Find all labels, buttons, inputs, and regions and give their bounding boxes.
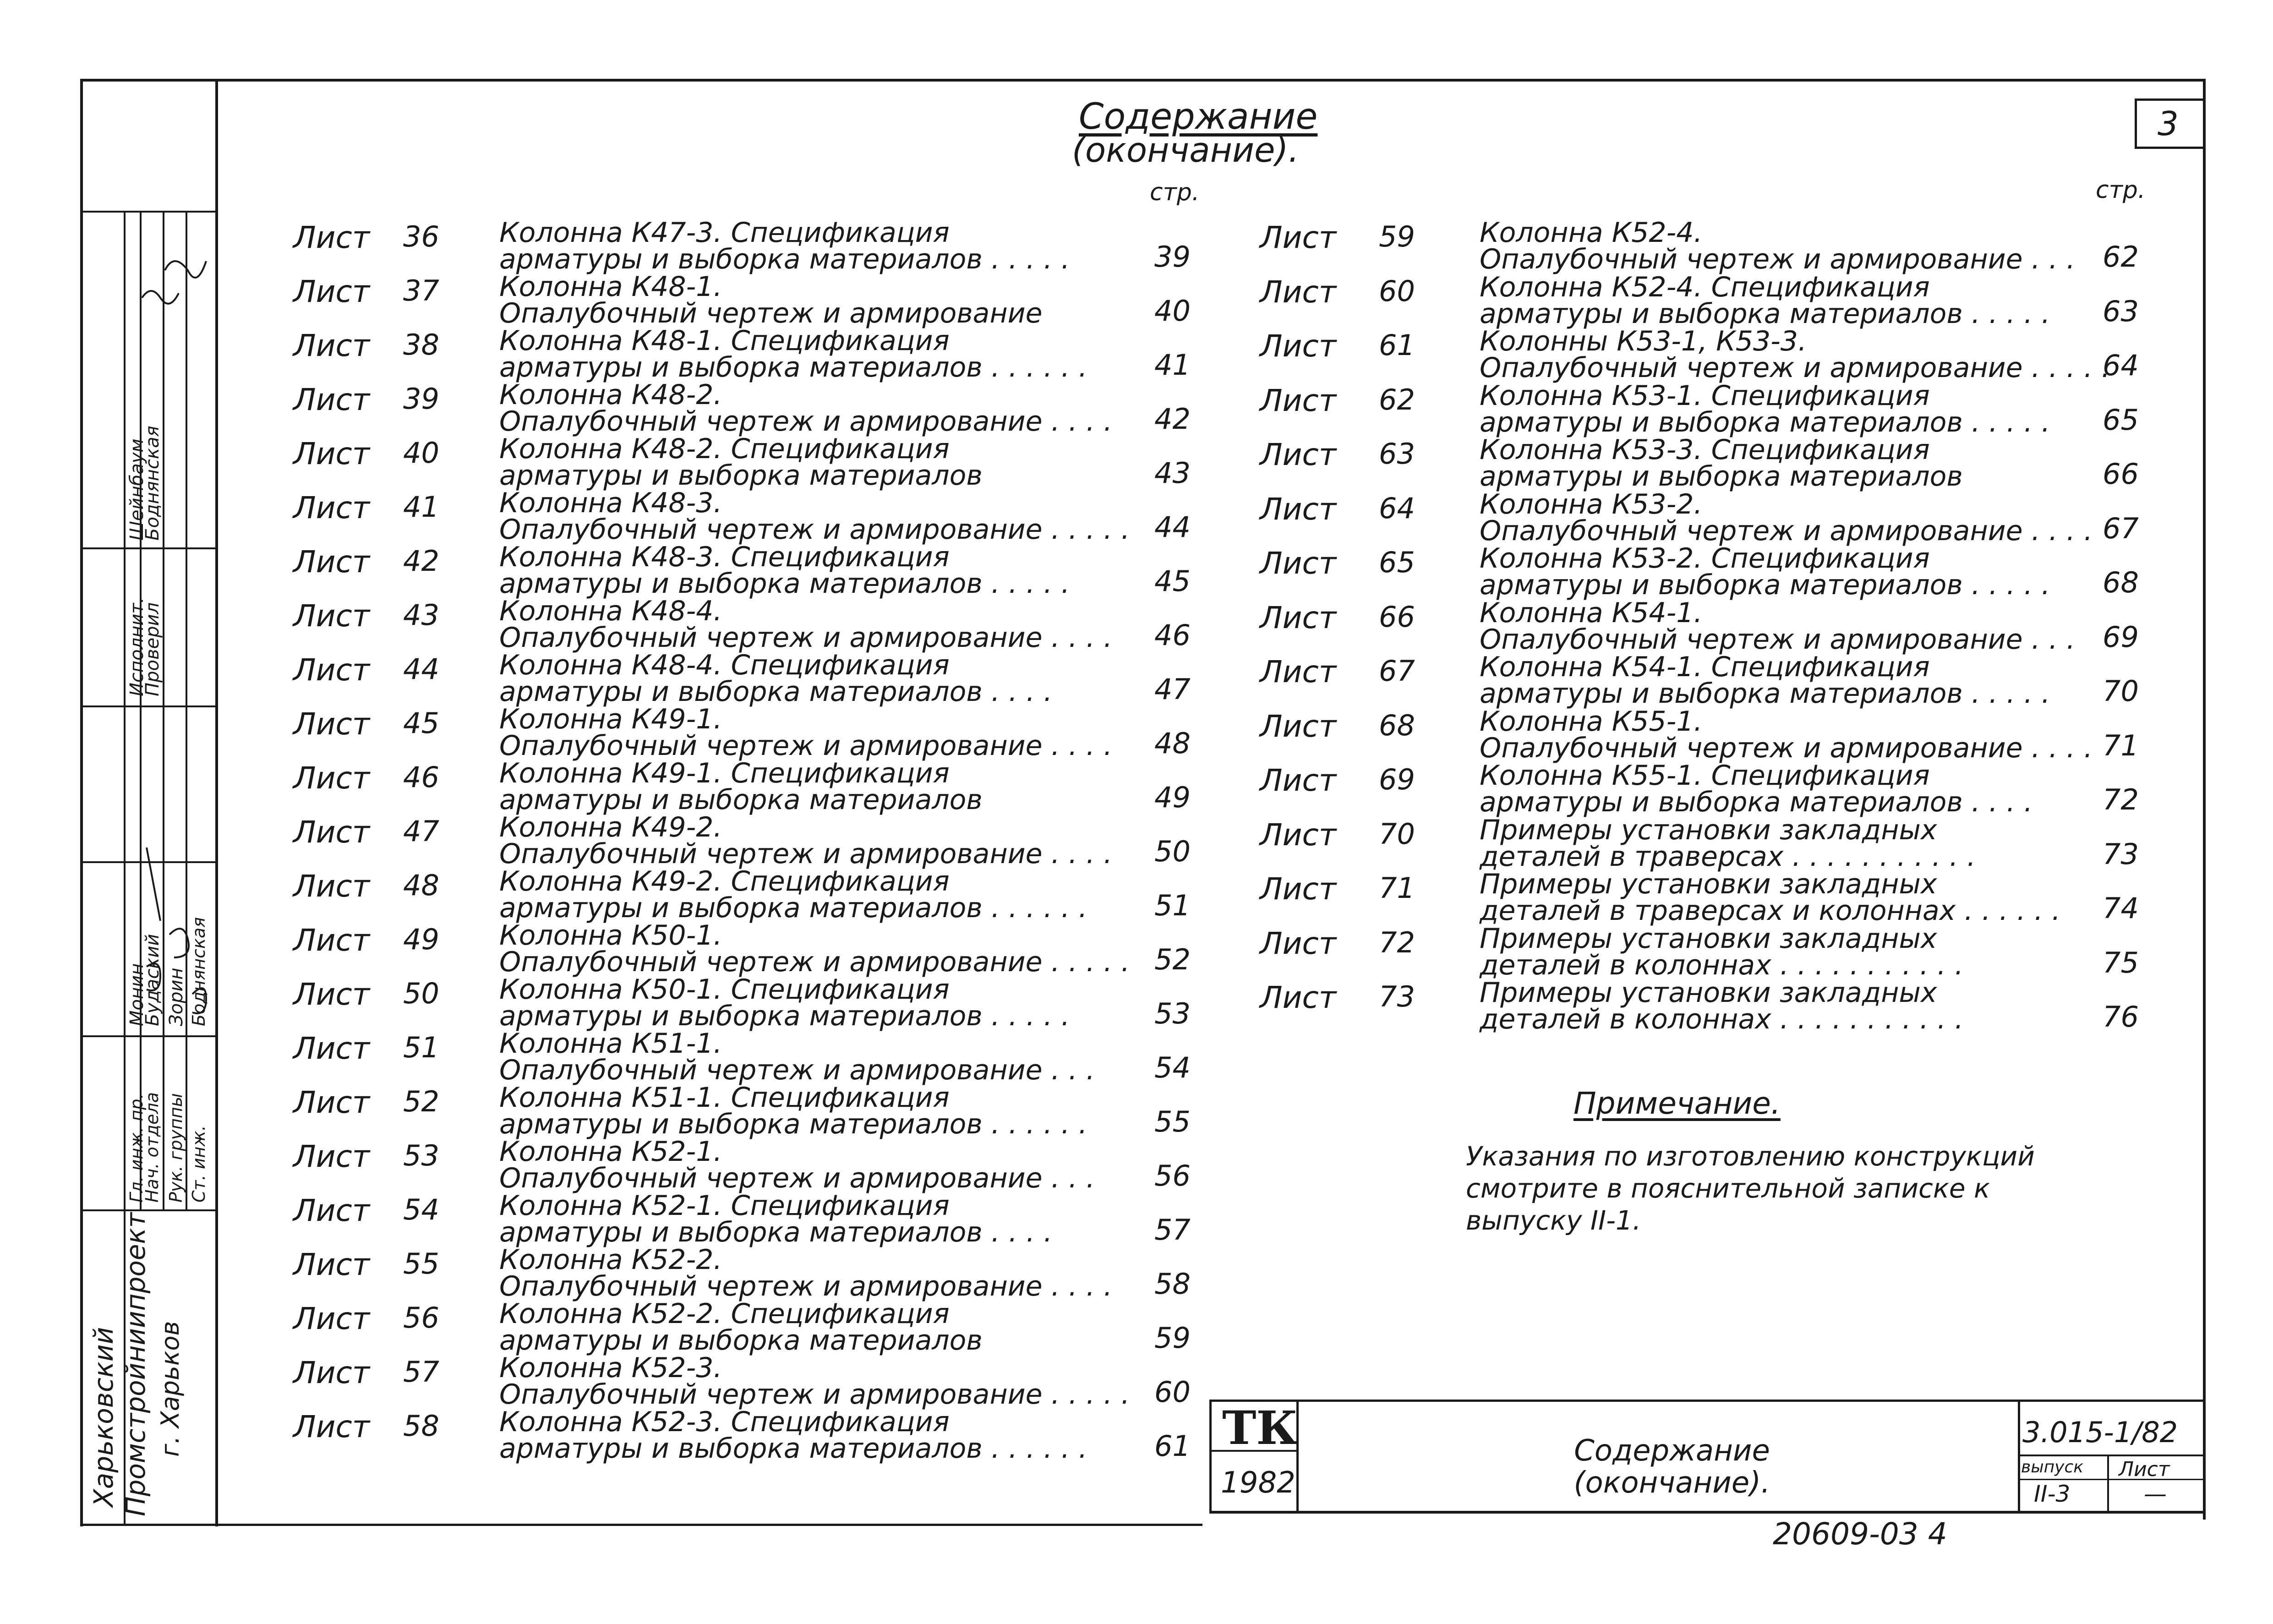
entry-page-number: 41 [1154,348,1191,382]
stamp-org-1: Харьковский [88,1327,119,1507]
entry-sheet-number: 64 [1379,491,1415,525]
tb-code-left [2018,1400,2020,1513]
entry-text-line: деталей в траверсах . . . . . . . . . . . [1480,840,1976,873]
entry-text-line: Колонна К49-2. Спецификация [499,865,950,897]
tb-left [1209,1400,1212,1513]
entry-sheet-number: 48 [403,869,439,902]
entry-text-line: арматуры и выборка материалов [499,459,983,492]
entry-text-line: арматуры и выборка материалов . . . . . [1480,569,2050,601]
entry-page-number: 53 [1154,997,1191,1030]
entry-sheet-label: Лист [1260,328,1337,364]
entry-page-number: 44 [1154,510,1191,544]
entry-sheet-label: Лист [293,977,370,1012]
tb-issue-label: выпуск [2021,1458,2084,1476]
entry-sheet-number: 67 [1379,654,1415,688]
entry-text-line: Колонна К49-2. [499,811,722,843]
entry-text-line: Опалубочный чертеж и армирование . . . . [499,1270,1113,1302]
entry-page-number: 55 [1154,1105,1191,1138]
tb-top [1209,1400,2206,1402]
entry-text-line: арматуры и выборка материалов . . . . . [1480,678,2050,710]
entry-sheet-number: 47 [403,815,439,848]
stamp-role-2: Нач. отдела [142,1092,162,1203]
tb-doc-title-2: (окончание). [1574,1466,1770,1500]
entry-page-number: 75 [2103,946,2139,979]
entry-page-number: 67 [2103,511,2139,545]
entry-page-number: 65 [2103,403,2139,437]
entry-sheet-number: 53 [403,1139,439,1172]
note-line-1: Указания по изготовлению конструкций [1466,1141,2035,1172]
entry-page-number: 40 [1154,294,1191,328]
stamp-org-3: г. Харьков [156,1321,185,1457]
entry-text-line: арматуры и выборка материалов [1480,460,1963,492]
entry-text-line: арматуры и выборка материалов . . . . [1480,786,2033,818]
entry-sheet-label: Лист [293,869,370,904]
page-subtitle: (окончание). [1072,131,1299,170]
entry-sheet-number: 39 [403,382,439,416]
entry-text-line: арматуры и выборка материалов . . . . [499,676,1053,708]
frame-bottom-left [80,1524,1202,1526]
entry-page-number: 73 [2103,837,2139,871]
contents-entry [1260,977,2167,1085]
entry-sheet-number: 59 [1379,220,1415,253]
entry-page-number: 58 [1154,1267,1191,1301]
entry-text-line: Колонна К47-3. Спецификация [499,217,950,249]
entry-page-number: 59 [1154,1321,1191,1355]
entry-sheet-number: 60 [1379,274,1415,308]
entry-sheet-number: 56 [403,1301,439,1334]
entry-text-line: арматуры и выборка материалов . . . . . . [499,1433,1087,1465]
entry-text-line: Опалубочный чертеж и армирование . . . [499,1054,1095,1086]
entry-text-line: арматуры и выборка материалов [499,784,983,816]
entry-sheet-label: Лист [293,1085,370,1120]
entry-page-number: 76 [2103,1000,2139,1033]
entry-sheet-label: Лист [293,328,370,363]
entry-sheet-label: Лист [1260,708,1337,744]
entry-sheet-number: 49 [403,923,439,956]
entry-sheet-label: Лист [293,1409,370,1444]
entry-page-number: 68 [2103,566,2139,599]
frame-top [80,79,2206,82]
entry-sheet-label: Лист [293,1139,370,1174]
entry-sheet-number: 73 [1379,980,1415,1013]
entry-text-line: Опалубочный чертеж и армирование . . . . . [499,946,1130,978]
stamp-org-2: Промстройниипроект [120,1212,151,1516]
entry-text-line: Колонна К52-2. Спецификация [499,1298,950,1330]
entry-text-line: Колонна К48-2. Спецификация [499,433,950,465]
stamp-role2-1: Исполнит. [126,597,148,696]
stamp-name2-2: Боднянская [142,426,163,541]
entry-text-line: Колонна К52-3. [499,1352,722,1384]
entry-text-line: Колонна К52-1. Спецификация [499,1190,950,1222]
entry-page-number: 69 [2103,620,2139,654]
entry-sheet-label: Лист [1260,763,1337,798]
stamp-role-5: Ст. инж. [189,1125,209,1203]
entry-text-line: Колонна К53-3. Спецификация [1480,434,1930,466]
entry-text-line: Колонна К55-1. Спецификация [1480,760,1930,792]
entry-sheet-number: 68 [1379,708,1415,742]
entry-sheet-number: 65 [1379,546,1415,579]
entry-sheet-number: 51 [403,1031,439,1064]
entry-sheet-label: Лист [293,1031,370,1066]
entry-text-line: Колонна К54-1. Спецификация [1480,651,1930,683]
entry-text-line: Колонна К53-1. Спецификация [1480,379,1930,412]
right-contents-column [1260,217,2167,1090]
entry-text-line: Опалубочный чертеж и армирование . . . . [499,622,1113,654]
entry-page-number: 57 [1154,1213,1191,1247]
entry-text-line: арматуры и выборка материалов . . . . . . [499,1108,1087,1140]
entry-page-number: 43 [1154,456,1191,490]
frame-inner-left [215,79,218,1526]
entry-sheet-number: 55 [403,1247,439,1280]
entry-sheet-label: Лист [293,598,370,634]
entry-sheet-label: Лист [1260,437,1337,472]
stamp-name-2: Будаский [142,934,163,1026]
stamp-name2-1: Шейнбаум [126,438,148,541]
stamp-name-5: Боднянская [189,917,209,1026]
entry-page-number: 56 [1154,1159,1191,1192]
entry-text-line: Колонна К55-1. [1480,705,1703,738]
entry-sheet-label: Лист [293,490,370,525]
page-col-label-right: стр. [2096,176,2146,204]
entry-text-line: Колонна К48-4. [499,595,722,627]
entry-text-line: Опалубочный чертеж и армирование . . . . [499,730,1113,762]
entry-text-line: Колонна К52-1. [499,1136,722,1168]
entry-page-number: 74 [2103,891,2139,925]
entry-sheet-number: 63 [1379,437,1415,470]
note-title: Примечание. [1574,1086,1781,1121]
entry-page-number: 66 [2103,457,2139,491]
entry-sheet-label: Лист [1260,817,1337,853]
entry-text-line: Примеры установки закладных [1480,922,1937,955]
entry-text-line: Опалубочный чертеж и армирование . . . [1480,623,2076,656]
entry-page-number: 60 [1154,1375,1191,1409]
entry-text-line: Колонна К51-1. Спецификация [499,1082,950,1114]
entry-sheet-number: 66 [1379,600,1415,634]
entry-sheet-label: Лист [1260,491,1337,527]
entry-sheet-label: Лист [293,1193,370,1228]
tb-issue-value: II-3 [2034,1481,2071,1507]
entry-text-line: Колонна К48-2. [499,379,722,411]
entry-text-line: арматуры и выборка материалов . . . . . . [499,892,1087,924]
entry-page-number: 51 [1154,889,1191,922]
entry-text-line: Колонна К52-4. Спецификация [1480,271,1930,303]
entry-text-line: Опалубочный чертеж и армирование . . . [1480,243,2076,275]
entry-text-line: арматуры и выборка материалов . . . . . [1480,406,2050,438]
entry-text-line: деталей в колоннах . . . . . . . . . . . [1480,949,1964,981]
entry-sheet-label: Лист [1260,220,1337,255]
entry-sheet-number: 72 [1379,925,1415,959]
entry-sheet-label: Лист [1260,600,1337,635]
entry-text-line: Колонна К51-1. [499,1028,722,1060]
sheet-number: 3 [2158,104,2179,143]
entry-text-line: Колонна К48-4. Спецификация [499,649,950,681]
entry-text-line: Колонна К53-2. Спецификация [1480,542,1930,574]
entry-sheet-label: Лист [1260,980,1337,1015]
entry-sheet-number: 71 [1379,871,1415,905]
tb-doc-title-1: Содержание [1574,1434,1770,1468]
stamp-role-4: Рук. группы [166,1093,186,1203]
entry-text-line: арматуры и выборка материалов [499,1324,983,1356]
entry-sheet-label: Лист [293,436,370,471]
entry-sheet-number: 69 [1379,763,1415,796]
tb-sheet-label: Лист [2119,1458,2170,1481]
entry-sheet-label: Лист [1260,925,1337,961]
entry-sheet-label: Лист [1260,546,1337,581]
entry-text-line: Опалубочный чертеж и армирование . . . . [1480,514,2093,547]
entry-text-line: Колонна К48-1. Спецификация [499,325,950,357]
note-line-3: выпуску II-1. [1466,1205,1641,1236]
entry-sheet-label: Лист [293,382,370,417]
entry-page-number: 63 [2103,294,2139,328]
entry-sheet-label: Лист [293,1355,370,1390]
page-col-label-left: стр. [1150,179,1200,206]
entry-text-line: арматуры и выборка материалов . . . . . [499,568,1070,600]
entry-sheet-number: 50 [403,977,439,1010]
entry-page-number: 64 [2103,349,2139,382]
entry-sheet-number: 58 [403,1409,439,1443]
entry-sheet-label: Лист [293,652,370,688]
entry-sheet-number: 38 [403,328,439,361]
entry-page-number: 45 [1154,564,1191,598]
entry-text-line: Колонна К50-1. [499,919,722,951]
entry-sheet-label: Лист [1260,383,1337,418]
left-contents-column [293,217,1214,1480]
entry-sheet-number: 70 [1379,817,1415,851]
entry-page-number: 47 [1154,673,1191,706]
entry-sheet-number: 52 [403,1085,439,1118]
entry-sheet-number: 43 [403,598,439,632]
entry-page-number: 50 [1154,835,1191,868]
entry-text-line: Колонна К48-3. Спецификация [499,541,950,573]
frame-right [2203,79,2206,1520]
entry-text-line: Опалубочный чертеж и армирование [499,297,1043,329]
entry-text-line: арматуры и выборка материалов . . . . . [499,1000,1070,1032]
stamp-hline-6 [80,1209,218,1211]
stamp-name-1: Монин [126,963,148,1026]
entry-text-line: Колонна К52-3. Спецификация [499,1406,950,1438]
entry-sheet-label: Лист [293,544,370,580]
entry-text-line: арматуры и выборка материалов . . . . . . [499,351,1087,383]
entry-text-line: Колонна К50-1. Спецификация [499,973,950,1006]
entry-sheet-label: Лист [293,220,370,255]
signature-marks [101,215,215,1200]
entry-text-line: Опалубочный чертеж и армирование . . . . [1480,732,2093,764]
entry-text-line: Колонна К49-1. Спецификация [499,757,950,789]
entry-text-line: Колонна К49-1. [499,703,722,735]
entry-text-line: Опалубочный чертеж и армирование . . . . . [499,1378,1130,1411]
entry-text-line: Опалубочный чертеж и армирование . . . . [499,838,1113,870]
entry-page-number: 71 [2103,728,2139,762]
contents-entry [293,1406,1214,1515]
entry-sheet-label: Лист [293,815,370,850]
entry-page-number: 70 [2103,674,2139,708]
entry-text-line: арматуры и выборка материалов . . . . . [1480,297,2050,330]
tb-sheet-div [2107,1454,2109,1513]
entry-text-line: Колонна К53-2. [1480,488,1703,520]
stamp-name-3: Зорин [166,968,187,1026]
entry-text-line: деталей в траверсах и колоннах . . . . . . [1480,895,2061,927]
tb-code: 3.015-1/82 [2022,1416,2178,1449]
entry-page-number: 54 [1154,1051,1191,1084]
entry-sheet-label: Лист [293,274,370,309]
entry-sheet-label: Лист [293,706,370,742]
entry-text-line: Колонна К48-1. [499,271,722,303]
entry-page-number: 48 [1154,727,1191,760]
stamp-hline-1 [80,211,218,213]
tb-code-bottom [2018,1454,2206,1456]
entry-sheet-number: 46 [403,760,439,794]
tb-issue-div [2018,1479,2206,1480]
entry-text-line: Примеры установки закладных [1480,977,1937,1009]
entry-sheet-label: Лист [293,923,370,958]
entry-sheet-label: Лист [1260,871,1337,907]
entry-sheet-label: Лист [1260,654,1337,689]
entry-sheet-number: 45 [403,706,439,740]
tk-logo: ТК [1222,1401,1298,1455]
bottom-code: 20609-03 4 [1773,1516,1947,1552]
entry-page-number: 46 [1154,618,1191,652]
entry-text-line: Опалубочный чертеж и армирование . . . . [499,405,1113,437]
entry-text-line: Колонна К52-2. [499,1244,722,1276]
frame-bottom-right [1209,1511,2206,1514]
entry-sheet-label: Лист [1260,274,1337,310]
entry-page-number: 42 [1154,402,1191,436]
entry-text-line: деталей в колоннах . . . . . . . . . . . [1480,1003,1964,1035]
entry-page-number: 62 [2103,240,2139,273]
entry-page-number: 52 [1154,943,1191,976]
entry-text-line: Опалубочный чертеж и армирование . . . . . [1480,352,2110,384]
frame-left [80,79,83,1526]
entry-text-line: Колонна К52-4. [1480,217,1703,249]
note-line-2: смотрите в пояснительной записке к [1466,1173,1990,1204]
entry-text-line: арматуры и выборка материалов . . . . [499,1216,1053,1248]
entry-text-line: Опалубочный чертеж и армирование . . . [499,1162,1095,1194]
entry-sheet-label: Лист [293,1301,370,1336]
tb-sheet-value: — [2144,1481,2167,1507]
entry-sheet-number: 37 [403,274,439,307]
entry-text-line: Опалубочный чертеж и армирование . . . . . [499,514,1130,546]
entry-sheet-number: 61 [1379,328,1415,362]
entry-page-number: 49 [1154,781,1191,814]
entry-sheet-number: 41 [403,490,439,524]
entry-sheet-number: 42 [403,544,439,578]
entry-text-line: Примеры установки закладных [1480,868,1937,900]
entry-text-line: арматуры и выборка материалов . . . . . [499,243,1070,275]
entry-text-line: Колонны К53-1, К53-3. [1480,325,1807,357]
tb-year: 1982 [1221,1466,1295,1500]
stamp-role-1: Гл. инж. пр. [126,1093,147,1203]
entry-sheet-label: Лист [293,760,370,796]
entry-sheet-label: Лист [293,1247,370,1282]
entry-sheet-number: 44 [403,652,439,686]
stamp-role2-2: Проверил [142,602,163,696]
entry-sheet-number: 40 [403,436,439,470]
page-title: Содержание [1079,96,1318,137]
entry-sheet-number: 54 [403,1193,439,1226]
entry-text-line: Примеры установки закладных [1480,814,1937,846]
entry-text-line: Колонна К48-3. [499,487,722,519]
entry-text-line: Колонна К54-1. [1480,596,1703,629]
entry-page-number: 39 [1154,240,1191,273]
entry-sheet-number: 36 [403,220,439,253]
entry-page-number: 72 [2103,783,2139,816]
entry-page-number: 61 [1154,1429,1191,1463]
entry-sheet-number: 57 [403,1355,439,1389]
entry-sheet-number: 62 [1379,383,1415,416]
